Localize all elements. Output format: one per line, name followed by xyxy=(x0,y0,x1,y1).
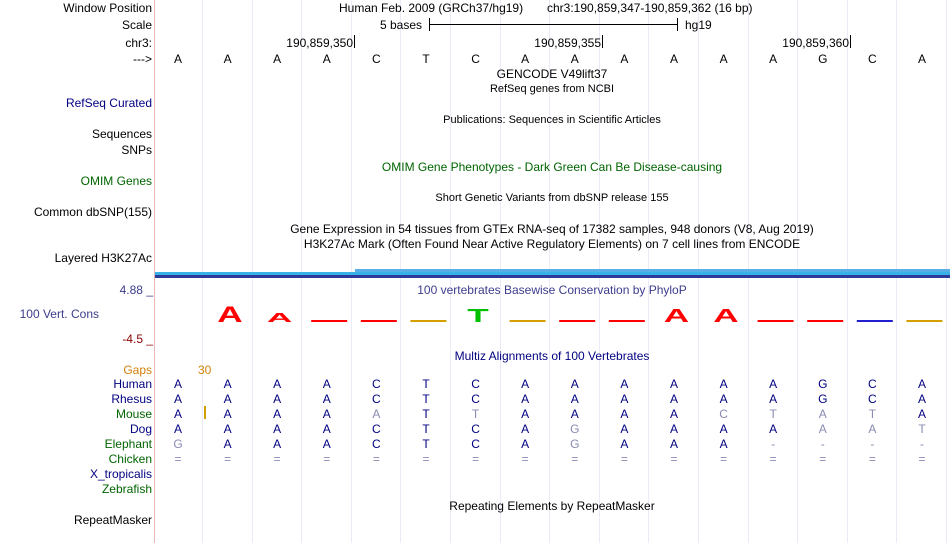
alignment-base: G xyxy=(818,377,828,391)
alignment-base: C xyxy=(372,392,381,406)
strand-arrow-label[interactable]: ---> xyxy=(133,52,152,66)
h3k27ac-track-title: H3K27Ac Mark (Often Found Near Active Regulatory Elements) on 7 cell lines from ENCODE xyxy=(303,237,801,251)
alignment-base: A xyxy=(620,377,629,391)
phylop-max-label: 4.88 _ xyxy=(119,283,153,297)
phylop-logo-letter: A xyxy=(713,304,739,327)
phylop-logo-mark xyxy=(609,320,645,322)
phylop-logo-mark xyxy=(361,320,397,322)
base-letter: C xyxy=(868,52,877,66)
multiz-track-title: Multiz Alignments of 100 Vertebrates xyxy=(454,349,650,363)
alignment-base: A xyxy=(669,407,679,421)
alignment-base: A xyxy=(322,392,331,406)
species-label[interactable]: X_tropicalis xyxy=(89,467,152,481)
phylop-logo-letter: T xyxy=(467,304,489,327)
alignment-base: G xyxy=(818,392,828,406)
alignment-base: G xyxy=(173,437,183,451)
alignment-base: = xyxy=(472,452,480,466)
alignment-base: G xyxy=(570,437,580,451)
alignment-base: A xyxy=(719,422,728,436)
alignment-base: - xyxy=(771,437,776,451)
ruler-tick-label: 190,859,355 xyxy=(534,36,601,50)
alignment-base: = xyxy=(422,452,430,466)
alignment-base: A xyxy=(521,407,530,421)
scale-bar-cap-right xyxy=(677,18,678,31)
alignment-base: A xyxy=(769,392,778,406)
phylop-logo-letter: A xyxy=(266,310,293,325)
base-letter: A xyxy=(570,52,579,66)
alignment-base: A xyxy=(620,407,629,421)
alignment-base: - xyxy=(920,437,924,451)
species-label[interactable]: Elephant xyxy=(104,437,152,451)
gtex-track-title: Gene Expression in 54 tissues from GTEx RNA-seq of 17382 samples, 948 donors (V8, Aug 2019) xyxy=(290,222,814,236)
ruler-tick xyxy=(354,35,355,48)
alignment-base: A xyxy=(719,437,728,451)
alignment-base: - xyxy=(820,437,825,451)
scale-bar xyxy=(429,24,678,25)
dbsnp-track-title: Short Genetic Variants from dbSNP release 155 xyxy=(435,192,669,204)
species-label[interactable]: Dog xyxy=(129,422,152,436)
repeatmasker-track-label[interactable]: RepeatMasker xyxy=(73,513,152,527)
alignment-base: T xyxy=(471,407,480,421)
base-letter: A xyxy=(173,52,183,66)
omim-track-label[interactable]: OMIM Genes xyxy=(80,174,152,188)
refseq-track-label[interactable]: RefSeq Curated xyxy=(65,96,152,110)
gencode-track-title: GENCODE V49lift37 xyxy=(496,67,608,81)
alignment-base: A xyxy=(620,392,629,406)
h3k27ac-track-label[interactable]: Layered H3K27Ac xyxy=(54,251,152,265)
alignment-base: A xyxy=(818,407,827,421)
snps-track-label[interactable]: SNPs xyxy=(121,143,152,157)
alignment-base: A xyxy=(273,422,282,436)
alignment-base: = xyxy=(323,452,331,466)
alignment-base: A xyxy=(173,407,183,421)
alignment-base: A xyxy=(372,407,381,421)
alignment-base: = xyxy=(174,452,182,466)
alignment-base: T xyxy=(422,422,430,436)
alignment-base: A xyxy=(223,422,232,436)
scale-bar-cap-left xyxy=(429,18,430,31)
alignment-base: = xyxy=(819,452,827,466)
alignment-base: A xyxy=(917,392,927,406)
repeatmasker-track-title: Repeating Elements by RepeatMasker xyxy=(449,499,655,513)
alignment-base: A xyxy=(917,407,927,421)
species-label[interactable]: Chicken xyxy=(108,452,152,466)
base-letter: A xyxy=(521,52,530,66)
gaps-label: Gaps xyxy=(123,363,152,377)
alignment-base: = xyxy=(273,452,281,466)
species-label[interactable]: Rhesus xyxy=(111,392,152,406)
phylop-logo-mark xyxy=(510,320,546,322)
phylop-logo-mark xyxy=(857,320,893,322)
alignment-base: = xyxy=(620,452,628,466)
alignment-base: = xyxy=(224,452,232,466)
alignment-base: A xyxy=(223,377,232,391)
h3k27ac-signal-band xyxy=(155,275,950,278)
alignment-base: C xyxy=(372,377,381,391)
alignment-base: T xyxy=(422,407,430,421)
alignment-base: = xyxy=(720,452,728,466)
insertion-marker xyxy=(204,406,206,419)
alignment-base: = xyxy=(372,452,380,466)
alignment-base: A xyxy=(273,407,282,421)
alignment-base: A xyxy=(868,422,877,436)
alignment-base: C xyxy=(471,437,480,451)
alignment-base: A xyxy=(322,422,331,436)
alignment-base: A xyxy=(322,407,331,421)
base-letter: A xyxy=(669,52,679,66)
alignment-base: - xyxy=(870,437,875,451)
alignment-base: A xyxy=(719,377,728,391)
alignment-base: A xyxy=(669,392,679,406)
alignment-base: C xyxy=(372,422,381,436)
phylop-conservation-logo xyxy=(155,298,950,328)
base-letter: C xyxy=(372,52,381,66)
species-label[interactable]: Zebrafish xyxy=(101,482,152,496)
species-label[interactable]: Human xyxy=(113,377,152,391)
phylop-logo-mark xyxy=(758,320,794,322)
base-letter: A xyxy=(273,52,282,66)
alignment-base: = xyxy=(918,452,926,466)
alignment-base: C xyxy=(719,407,728,421)
phylop-logo-mark xyxy=(311,320,347,322)
alignment-base: T xyxy=(918,422,926,436)
alignment-base: A xyxy=(570,392,579,406)
base-letter: A xyxy=(322,52,331,66)
alignment-base: A xyxy=(570,407,579,421)
alignment-base: C xyxy=(372,437,381,451)
phylop-logo-mark xyxy=(410,320,446,322)
alignment-base: T xyxy=(422,377,430,391)
alignment-base: = xyxy=(769,452,777,466)
ruler-tick-label: 190,859,360 xyxy=(782,36,849,50)
alignment-base: C xyxy=(868,392,877,406)
base-letter: A xyxy=(719,52,728,66)
alignment-base: C xyxy=(471,377,480,391)
alignment-base: A xyxy=(322,377,331,391)
phylop-track-title: 100 vertebrates Basewise Conservation by PhyloP xyxy=(417,283,687,297)
gaps-value: 30 xyxy=(198,363,212,377)
alignment-base: A xyxy=(769,377,778,391)
base-letter: G xyxy=(818,52,828,66)
alignment-base: A xyxy=(669,377,679,391)
alignment-base: A xyxy=(620,422,629,436)
alignment-base: A xyxy=(273,392,282,406)
alignment-base: T xyxy=(769,407,777,421)
alignment-base: A xyxy=(273,377,282,391)
sequences-track-label[interactable]: Sequences xyxy=(91,127,152,141)
window-position-label: Window Position xyxy=(63,1,152,15)
base-letter: A xyxy=(769,52,778,66)
assembly-label: Human Feb. 2009 (GRCh37/hg19) xyxy=(339,1,524,15)
ruler-tick xyxy=(850,35,851,48)
alignment-base: C xyxy=(868,377,877,391)
alignment-base: A xyxy=(669,422,679,436)
base-letter: A xyxy=(620,52,629,66)
alignment-base: A xyxy=(917,377,927,391)
alignment-base: C xyxy=(471,392,480,406)
dbsnp-track-label[interactable]: Common dbSNP(155) xyxy=(33,205,152,219)
phylop-logo-letter: A xyxy=(217,302,243,328)
alignment-base: A xyxy=(223,392,232,406)
alignment-base: = xyxy=(521,452,529,466)
phylop-track-label[interactable]: 100 Vert. Cons xyxy=(19,307,99,321)
ruler-tick-label: 190,859,350 xyxy=(286,36,353,50)
alignment-base: A xyxy=(620,437,629,451)
alignment-base: A xyxy=(322,437,331,451)
phylop-logo-mark xyxy=(906,320,942,322)
scale-db: hg19 xyxy=(685,18,712,32)
alignment-base: C xyxy=(471,422,480,436)
refseq-track-title: RefSeq genes from NCBI xyxy=(489,83,615,95)
alignment-base: A xyxy=(273,437,282,451)
alignment-base: = xyxy=(868,452,876,466)
alignment-base: A xyxy=(719,392,728,406)
alignment-base: G xyxy=(570,422,580,436)
alignment-base: = xyxy=(670,452,678,466)
alignment-base: A xyxy=(521,437,530,451)
ruler-tick xyxy=(602,35,603,48)
alignment-base: T xyxy=(422,437,430,451)
scale-bar-text: 5 bases xyxy=(380,18,423,32)
phylop-logo-mark xyxy=(559,320,595,322)
alignment-base: A xyxy=(669,437,679,451)
phylop-min-label: -4.5 _ xyxy=(122,332,153,346)
position-readout[interactable]: chr3:190,859,347-190,859,362 (16 bp) xyxy=(547,1,753,15)
base-letter: C xyxy=(471,52,480,66)
base-letter: T xyxy=(422,52,430,66)
alignment-base: A xyxy=(521,392,530,406)
alignment-base: A xyxy=(223,407,232,421)
alignment-base: A xyxy=(223,437,232,451)
alignment-base: A xyxy=(769,422,778,436)
base-letter: A xyxy=(917,52,927,66)
base-letter: A xyxy=(223,52,232,66)
alignment-base: = xyxy=(571,452,579,466)
alignment-base: A xyxy=(173,377,183,391)
alignment-base: A xyxy=(570,377,579,391)
alignment-base: A xyxy=(173,392,183,406)
phylop-logo-letter: A xyxy=(663,304,690,327)
omim-track-title: OMIM Gene Phenotypes - Dark Green Can Be Disease-causing xyxy=(381,160,723,174)
alignment-base: A xyxy=(818,422,827,436)
chrom-label[interactable]: chr3: xyxy=(125,36,152,50)
species-label[interactable]: Mouse xyxy=(115,407,152,421)
publications-track-title: Publications: Sequences in Scientific Articles xyxy=(443,114,661,126)
alignment-base: A xyxy=(521,422,530,436)
alignment-base: A xyxy=(173,422,183,436)
alignment-base: T xyxy=(868,407,877,421)
scale-label: Scale xyxy=(121,18,152,32)
alignment-base: T xyxy=(422,392,430,406)
alignment-base: A xyxy=(521,377,530,391)
phylop-logo-mark xyxy=(807,320,843,322)
